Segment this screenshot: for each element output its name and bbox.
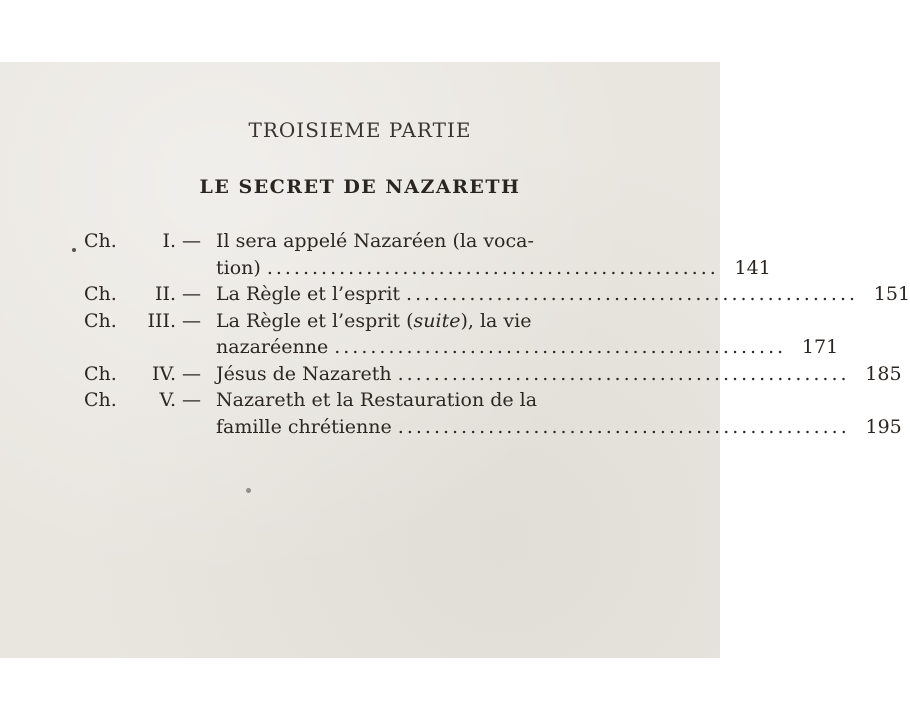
ink-speck xyxy=(246,488,251,493)
leader-dots: .................................................. xyxy=(397,415,850,438)
toc-entry xyxy=(84,361,902,388)
toc-entry xyxy=(84,281,910,308)
chapter-title-line xyxy=(216,308,531,335)
table-of-contents xyxy=(84,228,910,440)
chapter-title-line: famille chrétienne xyxy=(216,415,392,438)
chapter-label: Ch. xyxy=(84,389,117,411)
part-title: TROISIEME PARTIE xyxy=(248,118,472,142)
section-title: LE SECRET DE NAZARETH xyxy=(199,176,521,198)
chapter-dash: — xyxy=(182,309,201,332)
chapter-number: II. xyxy=(154,283,176,305)
chapter-dash: — xyxy=(182,283,201,305)
leader-dots: .................................................. xyxy=(266,256,719,279)
chapter-label: Ch. xyxy=(84,230,117,252)
leader-dots: .................................................. xyxy=(406,283,859,305)
chapter-title-line: La Règle et l’esprit xyxy=(216,283,401,305)
chapter-label: Ch. xyxy=(84,309,117,332)
page-number: 141 xyxy=(734,256,771,279)
page-number: 185 xyxy=(865,362,902,385)
chapter-title-line: Il sera appelé Nazaréen (la voca- xyxy=(216,230,534,252)
toc-entry xyxy=(84,308,839,361)
chapter-dash: — xyxy=(182,362,201,385)
chapter-label: Ch. xyxy=(84,362,117,385)
title-text-part: La Règle et l’esprit ( xyxy=(216,309,414,332)
chapter-title-line: Jésus de Nazareth xyxy=(216,362,392,385)
chapter-number: III. xyxy=(147,309,176,332)
chapter-title-line: tion) xyxy=(216,256,261,279)
chapter-title-line: nazaréenne xyxy=(216,336,329,358)
toc-entry xyxy=(84,387,902,440)
chapter-label: Ch. xyxy=(84,283,117,305)
page-number: 171 xyxy=(801,336,839,358)
page-number: 195 xyxy=(865,415,902,438)
ink-speck xyxy=(72,248,76,252)
chapter-number: I. xyxy=(162,230,176,252)
chapter-dash: — xyxy=(182,389,201,411)
chapter-number: IV. xyxy=(152,362,176,385)
page-number: 151 xyxy=(873,283,910,305)
title-text-part: ), la vie xyxy=(460,309,532,332)
toc-entry xyxy=(84,228,771,281)
leader-dots: .................................................. xyxy=(334,336,787,358)
chapter-number: V. xyxy=(159,389,176,411)
title-italic-part: suite xyxy=(413,309,461,332)
chapter-dash: — xyxy=(182,230,201,252)
chapter-title-line: Nazareth et la Restauration de la xyxy=(216,389,538,411)
book-page xyxy=(0,62,910,658)
leader-dots: .................................................. xyxy=(397,362,850,385)
